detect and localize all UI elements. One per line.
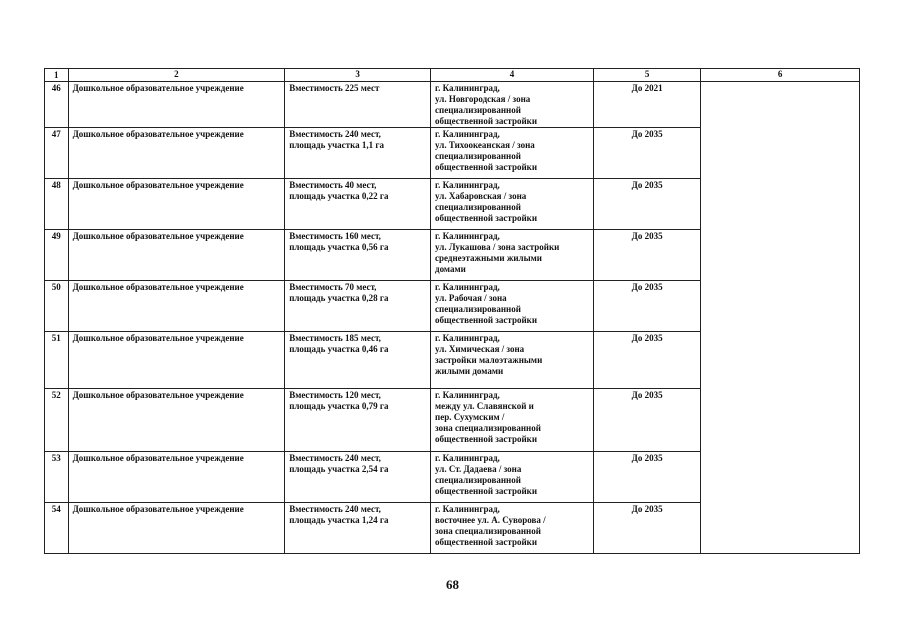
facility-name: Дошкольное образовательное учреждение	[72, 504, 244, 514]
facilities-table	[44, 68, 860, 554]
facility-location-cell	[431, 82, 594, 128]
facility-name-cell	[68, 82, 285, 128]
column-header-3: 3	[285, 69, 431, 82]
implementation-term: До 2035	[631, 282, 663, 292]
row-number: 50	[51, 282, 61, 292]
facility-name: Дошкольное образовательное учреждение	[72, 282, 244, 292]
facility-name: Дошкольное образовательное учреждение	[72, 83, 244, 93]
facility-name: Дошкольное образовательное учреждение	[72, 453, 244, 463]
column-6-merged-cell	[701, 82, 860, 554]
implementation-term-cell	[594, 332, 701, 389]
column-header-1: 1	[45, 69, 69, 82]
facility-location-cell	[431, 128, 594, 179]
facility-location-cell	[431, 503, 594, 554]
facility-parameters: Вместимость 240 мест, площадь участка 1,1 га	[289, 129, 384, 150]
facility-parameters-cell	[285, 452, 431, 503]
facility-parameters: Вместимость 40 мест, площадь участка 0,22 га	[289, 180, 389, 201]
facility-parameters: Вместимость 185 мест, площадь участка 0,46 га	[289, 333, 389, 354]
facility-location: г. Калининград, восточнее ул. А. Суворова / зона специализированной общественной застройки	[435, 504, 546, 547]
row-number-cell	[45, 281, 69, 332]
facility-parameters-cell	[285, 332, 431, 389]
row-number-cell	[45, 128, 69, 179]
implementation-term: До 2035	[631, 453, 663, 463]
facility-location-cell	[431, 452, 594, 503]
facility-location: г. Калининград, ул. Тихоокеанская / зона специализированной общественной застройки	[435, 129, 537, 172]
table-row	[45, 82, 860, 128]
row-number-cell	[45, 503, 69, 554]
row-number: 52	[51, 390, 61, 400]
row-number: 47	[51, 129, 61, 139]
facility-location-cell	[431, 389, 594, 452]
row-number: 53	[51, 453, 61, 463]
table-body	[45, 82, 860, 554]
row-number-cell	[45, 389, 69, 452]
implementation-term-cell	[594, 452, 701, 503]
facility-name-cell	[68, 332, 285, 389]
row-number: 46	[51, 83, 61, 93]
facility-name-cell	[68, 230, 285, 281]
column-header-6: 6	[701, 69, 860, 82]
facility-location-cell	[431, 281, 594, 332]
facility-name-cell	[68, 452, 285, 503]
facility-parameters-cell	[285, 82, 431, 128]
facility-location: г. Калининград, ул. Рабочая / зона специализированной общественной застройки	[435, 282, 537, 325]
facility-name: Дошкольное образовательное учреждение	[72, 333, 244, 343]
row-number-cell	[45, 230, 69, 281]
implementation-term-cell	[594, 230, 701, 281]
column-header-2: 2	[68, 69, 285, 82]
row-number: 48	[51, 180, 61, 190]
facility-location: г. Калининград, ул. Хабаровская / зона специализированной общественной застройки	[435, 180, 537, 223]
row-number-cell	[45, 82, 69, 128]
implementation-term-cell	[594, 389, 701, 452]
facility-name-cell	[68, 503, 285, 554]
implementation-term: До 2035	[631, 180, 663, 190]
facility-location: г. Калининград, ул. Лукашова / зона застройки среднеэтажными жилыми домами	[435, 231, 560, 274]
implementation-term: До 2035	[631, 333, 663, 343]
facility-location: г. Калининград, ул. Новгородская / зона специализированной общественной застройки	[435, 83, 537, 126]
facility-location-cell	[431, 230, 594, 281]
facility-name: Дошкольное образовательное учреждение	[72, 180, 244, 190]
row-number: 54	[51, 504, 61, 514]
facility-name-cell	[68, 281, 285, 332]
facility-parameters: Вместимость 240 мест, площадь участка 2,54 га	[289, 453, 389, 474]
page-number: 68	[446, 577, 459, 592]
facility-parameters-cell	[285, 128, 431, 179]
facility-parameters: Вместимость 225 мест	[289, 83, 380, 93]
facility-name: Дошкольное образовательное учреждение	[72, 129, 244, 139]
facility-parameters-cell	[285, 230, 431, 281]
implementation-term: До 2021	[631, 83, 663, 93]
facility-parameters-cell	[285, 179, 431, 230]
facility-name: Дошкольное образовательное учреждение	[72, 231, 244, 241]
implementation-term-cell	[594, 179, 701, 230]
row-number-cell	[45, 332, 69, 389]
facility-location: г. Калининград, ул. Химическая / зона застройки малоэтажными жилыми домами	[435, 333, 543, 376]
row-number-cell	[45, 452, 69, 503]
column-header-5: 5	[594, 69, 701, 82]
implementation-term: До 2035	[631, 231, 663, 241]
facility-location: г. Калининград, ул. Ст. Дадаева / зона специализированной общественной застройки	[435, 453, 537, 496]
facility-parameters-cell	[285, 389, 431, 452]
facility-parameters: Вместимость 70 мест, площадь участка 0,28 га	[289, 282, 389, 303]
facility-name: Дошкольное образовательное учреждение	[72, 390, 244, 400]
row-number-cell	[45, 179, 69, 230]
facility-parameters: Вместимость 160 мест, площадь участка 0,56 га	[289, 231, 389, 252]
implementation-term-cell	[594, 82, 701, 128]
facility-location-cell	[431, 332, 594, 389]
facility-name-cell	[68, 179, 285, 230]
column-header-4: 4	[431, 69, 594, 82]
facility-parameters-cell	[285, 503, 431, 554]
facility-name-cell	[68, 389, 285, 452]
implementation-term-cell	[594, 128, 701, 179]
row-number: 49	[51, 231, 61, 241]
implementation-term: До 2035	[631, 390, 663, 400]
facility-location-cell	[431, 179, 594, 230]
row-number: 51	[51, 333, 61, 343]
table-header-row	[45, 69, 860, 82]
facility-name-cell	[68, 128, 285, 179]
facility-parameters-cell	[285, 281, 431, 332]
facility-parameters: Вместимость 120 мест, площадь участка 0,79 га	[289, 390, 389, 411]
implementation-term-cell	[594, 281, 701, 332]
implementation-term: До 2035	[631, 504, 663, 514]
facility-location: г. Калининград, между ул. Славянской и пер. Сухумским / зона специализированной общественной застройки	[435, 390, 541, 444]
facility-parameters: Вместимость 240 мест, площадь участка 1,24 га	[289, 504, 389, 525]
implementation-term-cell	[594, 503, 701, 554]
implementation-term: До 2035	[631, 129, 663, 139]
